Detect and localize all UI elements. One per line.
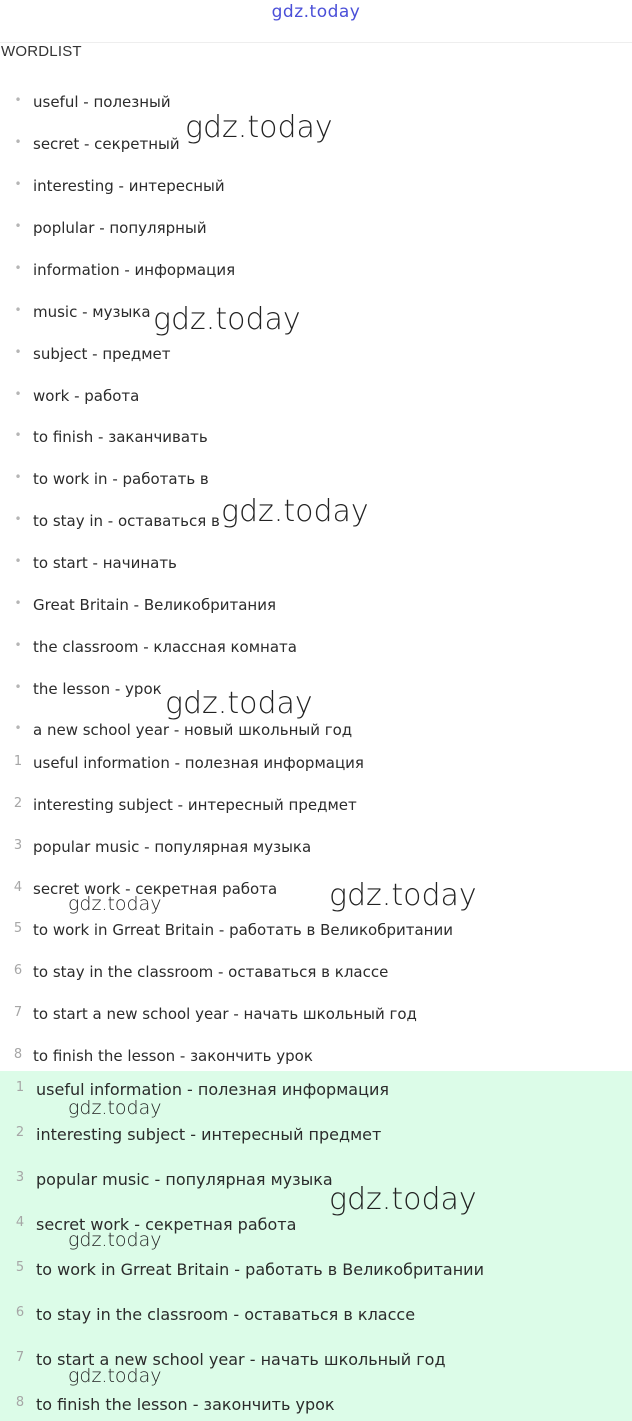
bullet-icon: • — [14, 638, 22, 652]
bullet-icon: • — [14, 135, 22, 149]
site-logo[interactable]: gdz.today — [271, 2, 361, 22]
bullet-icon: • — [14, 345, 22, 359]
watermark: gdz.today — [329, 1182, 477, 1217]
bullet-icon: • — [14, 219, 22, 233]
bullet-icon: • — [14, 512, 22, 526]
bullet-icon: • — [14, 596, 22, 610]
watermark: gdz.today — [68, 1229, 162, 1251]
section-heading: WORDLIST — [1, 43, 82, 60]
bullet-icon: • — [14, 177, 22, 191]
bullet-icon: • — [14, 428, 22, 442]
bullet-icon: • — [14, 721, 22, 735]
watermark: gdz.today — [68, 1365, 162, 1387]
bullet-icon: • — [14, 470, 22, 484]
watermark: gdz.today — [68, 893, 162, 915]
bullet-icon: • — [14, 680, 22, 694]
watermark: gdz.today — [68, 1097, 162, 1119]
watermark: gdz.today — [185, 110, 333, 145]
watermark: gdz.today — [153, 302, 301, 337]
watermark: gdz.today — [221, 494, 369, 529]
bullet-icon: • — [14, 261, 22, 275]
bullet-icon: • — [14, 554, 22, 568]
answer-block: 1 useful information - полезная информация 2 interesting subject - интересный предмет 3 popular music - популярная музыка 4 secret work - секретная работа 5 to work in Grreat Britain - работать в Великобритании 6 to stay in the classroom - оставаться в классе 7 to start a new school year - начать школьный год 8 to finish the lesson - закончить урок — [0, 1071, 632, 1421]
bullet-icon: • — [14, 303, 22, 317]
watermark: gdz.today — [165, 686, 313, 721]
bullet-icon: • — [14, 387, 22, 401]
bullet-icon: • — [14, 93, 22, 107]
watermark: gdz.today — [329, 878, 477, 913]
top-bar — [0, 0, 632, 43]
